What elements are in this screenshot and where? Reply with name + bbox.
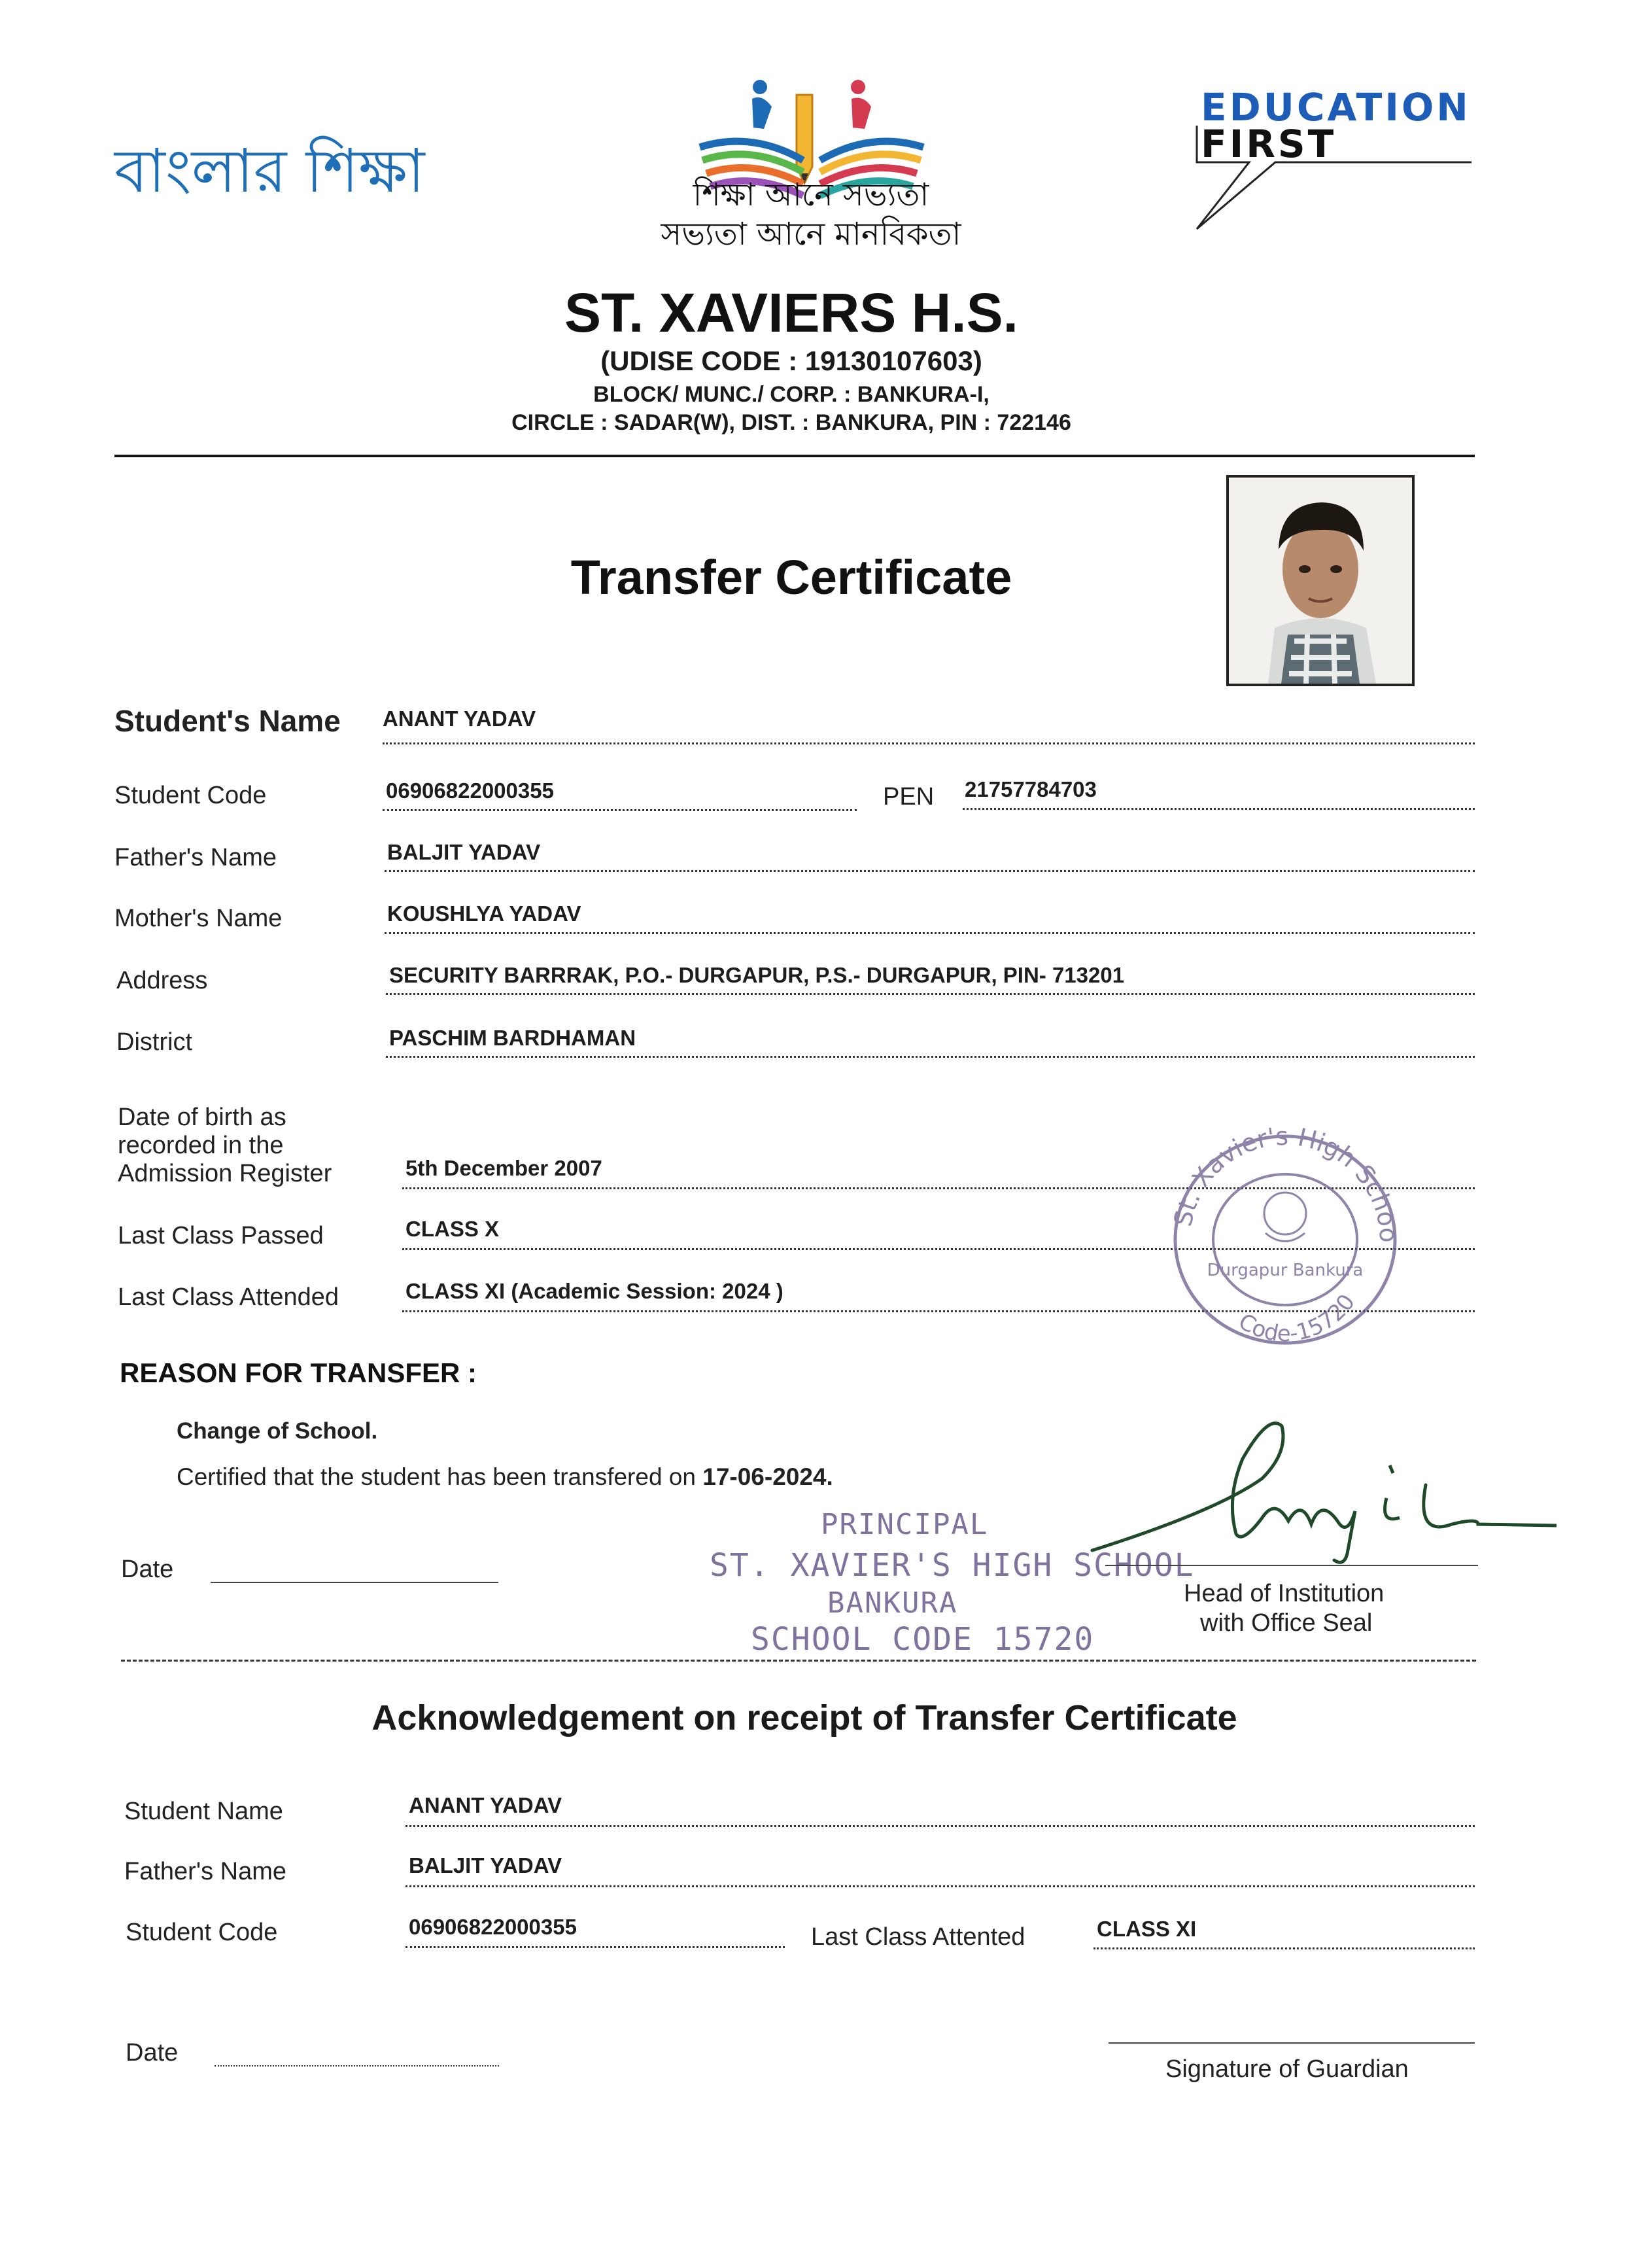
certified-prefix: Certified that the student has been transfered on	[177, 1463, 696, 1490]
students-name-label: Student's Name	[114, 704, 341, 738]
father-name-value: BALJIT YADAV	[387, 840, 541, 864]
motto-line-1: শিক্ষা আনে সভ্যতা	[693, 177, 929, 213]
school-name: ST. XAVIERS H.S.	[564, 282, 1018, 343]
pen-label: PEN	[883, 783, 935, 811]
seal-bottom-text: Code-15720	[1233, 1289, 1361, 1348]
dob-label-line-1: Date of birth as	[118, 1104, 286, 1131]
seal-top-text: St. Xavier's High Schoo	[1168, 1121, 1403, 1244]
certified-line	[177, 1463, 833, 1491]
ack-student-code-label: Student Code	[126, 1919, 278, 1946]
head-of-institution: Head of Institution	[1184, 1580, 1385, 1607]
ack-class-line	[1093, 1947, 1475, 1949]
mother-name-value: KOUSHLYA YADAV	[387, 901, 581, 926]
ack-student-name-line	[405, 1825, 1475, 1827]
student-code-line	[383, 809, 857, 811]
pen-value: 21757784703	[965, 777, 1097, 801]
seal-mid-text: Durgapur Bankura	[1207, 1261, 1364, 1280]
student-code-label: Student Code	[114, 782, 267, 809]
last-class-attended-value: CLASS XI (Academic Session: 2024 )	[405, 1279, 783, 1303]
bangla-shiksha-logo: বাংলার শিক্ষা	[114, 136, 425, 206]
guardian-signature-label: Signature of Guardian	[1165, 2055, 1409, 2083]
principal-sign-line	[1105, 1565, 1478, 1566]
stamp-school-code: SCHOOL CODE 15720	[751, 1621, 1095, 1658]
svg-text:St. Xavier's High School	[1158, 1115, 1403, 1243]
ack-father-name-value: BALJIT YADAV	[409, 1853, 562, 1877]
students-name-value: ANANT YADAV	[383, 707, 536, 731]
header-divider	[114, 455, 1475, 457]
ack-student-name-value: ANANT YADAV	[409, 1793, 562, 1817]
education-first-line-1: EDUCATION	[1201, 85, 1471, 130]
ack-date-label: Date	[126, 2039, 179, 2067]
ack-father-name-label: Father's Name	[124, 1858, 287, 1885]
education-first-logo	[1190, 85, 1478, 236]
last-class-passed-value: CLASS X	[405, 1217, 500, 1241]
ack-class-label: Last Class Attented	[811, 1923, 1025, 1951]
dob-value: 5th December 2007	[405, 1156, 602, 1180]
address-label: Address	[116, 967, 208, 994]
motto-line-2: সভ্যতা আনে মানবিকতা	[661, 216, 961, 253]
stamp-principal: PRINCIPAL	[821, 1508, 989, 1541]
circle-line: CIRCLE : SADAR(W), DIST. : BANKURA, PIN : 722146	[511, 410, 1071, 435]
block-line: BLOCK/ MUNC./ CORP. : BANKURA-I,	[593, 382, 990, 407]
district-label: District	[116, 1028, 193, 1056]
last-class-passed-label: Last Class Passed	[118, 1222, 324, 1249]
udise-code: (UDISE CODE : 19130107603)	[600, 345, 982, 376]
ack-class-value: CLASS XI	[1097, 1917, 1197, 1941]
dob-label-line-3: Admission Register	[118, 1160, 332, 1187]
students-name-line	[383, 742, 1475, 744]
stamp-school: ST. XAVIER'S HIGH SCHOOL	[710, 1547, 1195, 1584]
ack-father-name-line	[405, 1885, 1475, 1887]
guardian-sign-line	[1109, 2042, 1475, 2044]
district-value: PASCHIM BARDHAMAN	[389, 1026, 636, 1050]
school-round-seal	[1158, 1115, 1413, 1351]
education-first-line-2: FIRST	[1201, 122, 1337, 166]
district-line	[386, 1056, 1475, 1058]
mother-name-label: Mother's Name	[114, 905, 283, 932]
ack-date-line	[215, 2065, 499, 2067]
document-title: Transfer Certificate	[570, 550, 1012, 604]
dob-label-line-2: recorded in the	[118, 1132, 284, 1159]
certified-date: 17-06-2024.	[702, 1463, 833, 1490]
father-name-label: Father's Name	[114, 844, 277, 871]
with-office-seal: with Office Seal	[1200, 1609, 1373, 1637]
date-label: Date	[121, 1556, 174, 1583]
date-line	[211, 1582, 498, 1583]
ack-student-code-line	[405, 1946, 785, 1948]
principal-signature	[1086, 1400, 1557, 1570]
tear-off-divider	[121, 1660, 1476, 1662]
ack-student-name-label: Student Name	[124, 1798, 283, 1825]
address-value: SECURITY BARRRAK, P.O.- DURGAPUR, P.S.- DURGAPUR, PIN- 713201	[389, 963, 1125, 987]
student-code-value: 06906822000355	[386, 778, 554, 803]
stamp-bankura: BANKURA	[827, 1586, 958, 1620]
ack-title: Acknowledgement on receipt of Transfer Certificate	[371, 1698, 1237, 1737]
last-class-attended-label: Last Class Attended	[118, 1283, 339, 1311]
reason-heading: REASON FOR TRANSFER :	[120, 1357, 477, 1388]
ack-student-code-value: 06906822000355	[409, 1915, 577, 1939]
father-name-line	[385, 870, 1475, 872]
pen-line	[963, 808, 1475, 810]
reason-text: Change of School.	[177, 1418, 378, 1444]
address-line	[386, 993, 1475, 995]
mother-name-line	[385, 932, 1475, 934]
